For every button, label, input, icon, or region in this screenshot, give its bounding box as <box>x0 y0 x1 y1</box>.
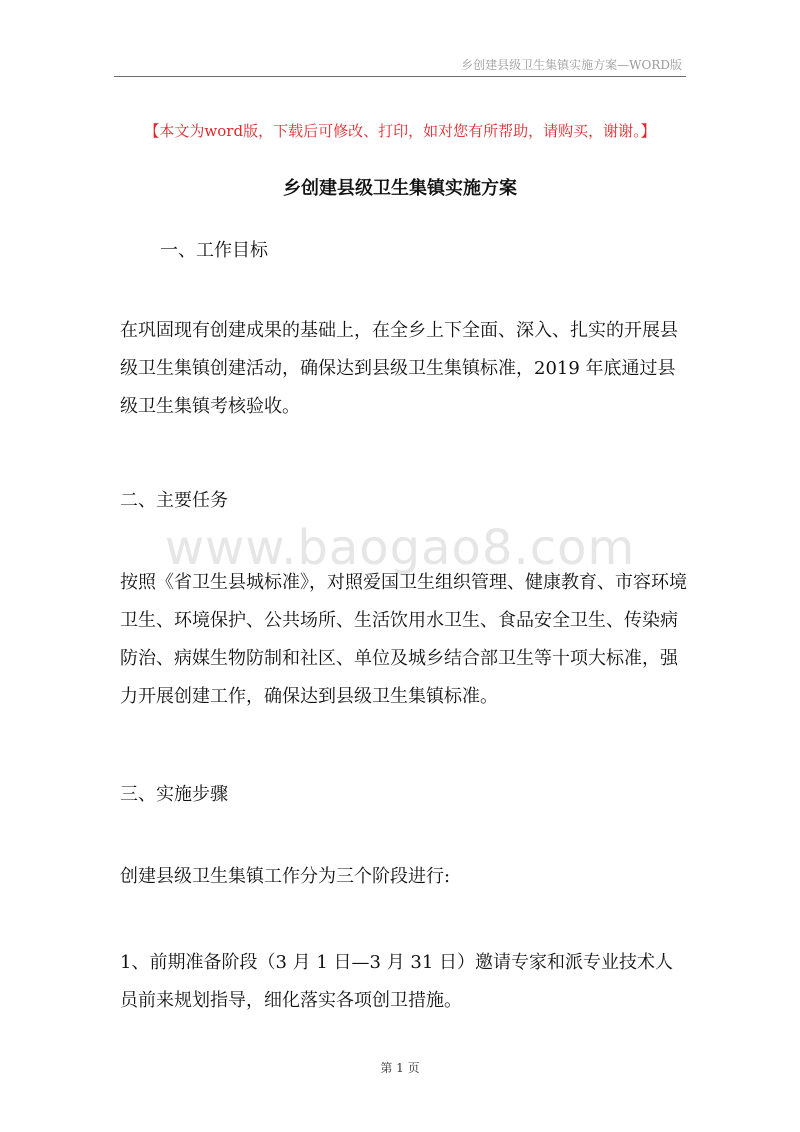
running-header: 乡创建县级卫生集镇实施方案—WORD版 <box>461 58 682 72</box>
section-2-heading: 二、主要任务 <box>120 490 228 511</box>
page-number: 第 1 页 <box>380 1061 420 1075</box>
section-1-heading: 一、工作目标 <box>160 240 268 261</box>
section-3-step-1: 1、前期准备阶段（3 月 1 日—3 月 31 日）邀请专家和派专业技术人员前来规划指导，细化落实各项创卫措施。 <box>120 952 674 1011</box>
section-2-paragraph: 按照《省卫生县城标准》，对照爱国卫生组织管理、健康教育、市容环境卫生、环境保护、公共场所、生活饮用水卫生、食品安全卫生、传染病防治、病媒生物防制和社区、单位及城乡结合部卫生等十项大标准，强力开展创建工作，确保达到县级卫生集镇标准。 <box>120 572 687 707</box>
header-rule <box>114 76 686 77</box>
section-1-paragraph: 在巩固现有创建成果的基础上，在全乡上下全面、深入、扎实的开展县级卫生集镇创建活动，确保达到县级卫生集镇标准，2019 年底通过县级卫生集镇考核验收。 <box>120 320 678 417</box>
download-notice: 【本文为word版，下载后可修改、打印，如对您有所帮助，请购买，谢谢。】 <box>144 122 656 140</box>
document-title: 乡创建县级卫生集镇实施方案 <box>283 178 517 199</box>
section-3-intro: 创建县级卫生集镇工作分为三个阶段进行: <box>120 866 451 887</box>
watermark: www.baogao8.com <box>164 520 636 576</box>
section-3-heading: 三、实施步骤 <box>120 784 228 805</box>
